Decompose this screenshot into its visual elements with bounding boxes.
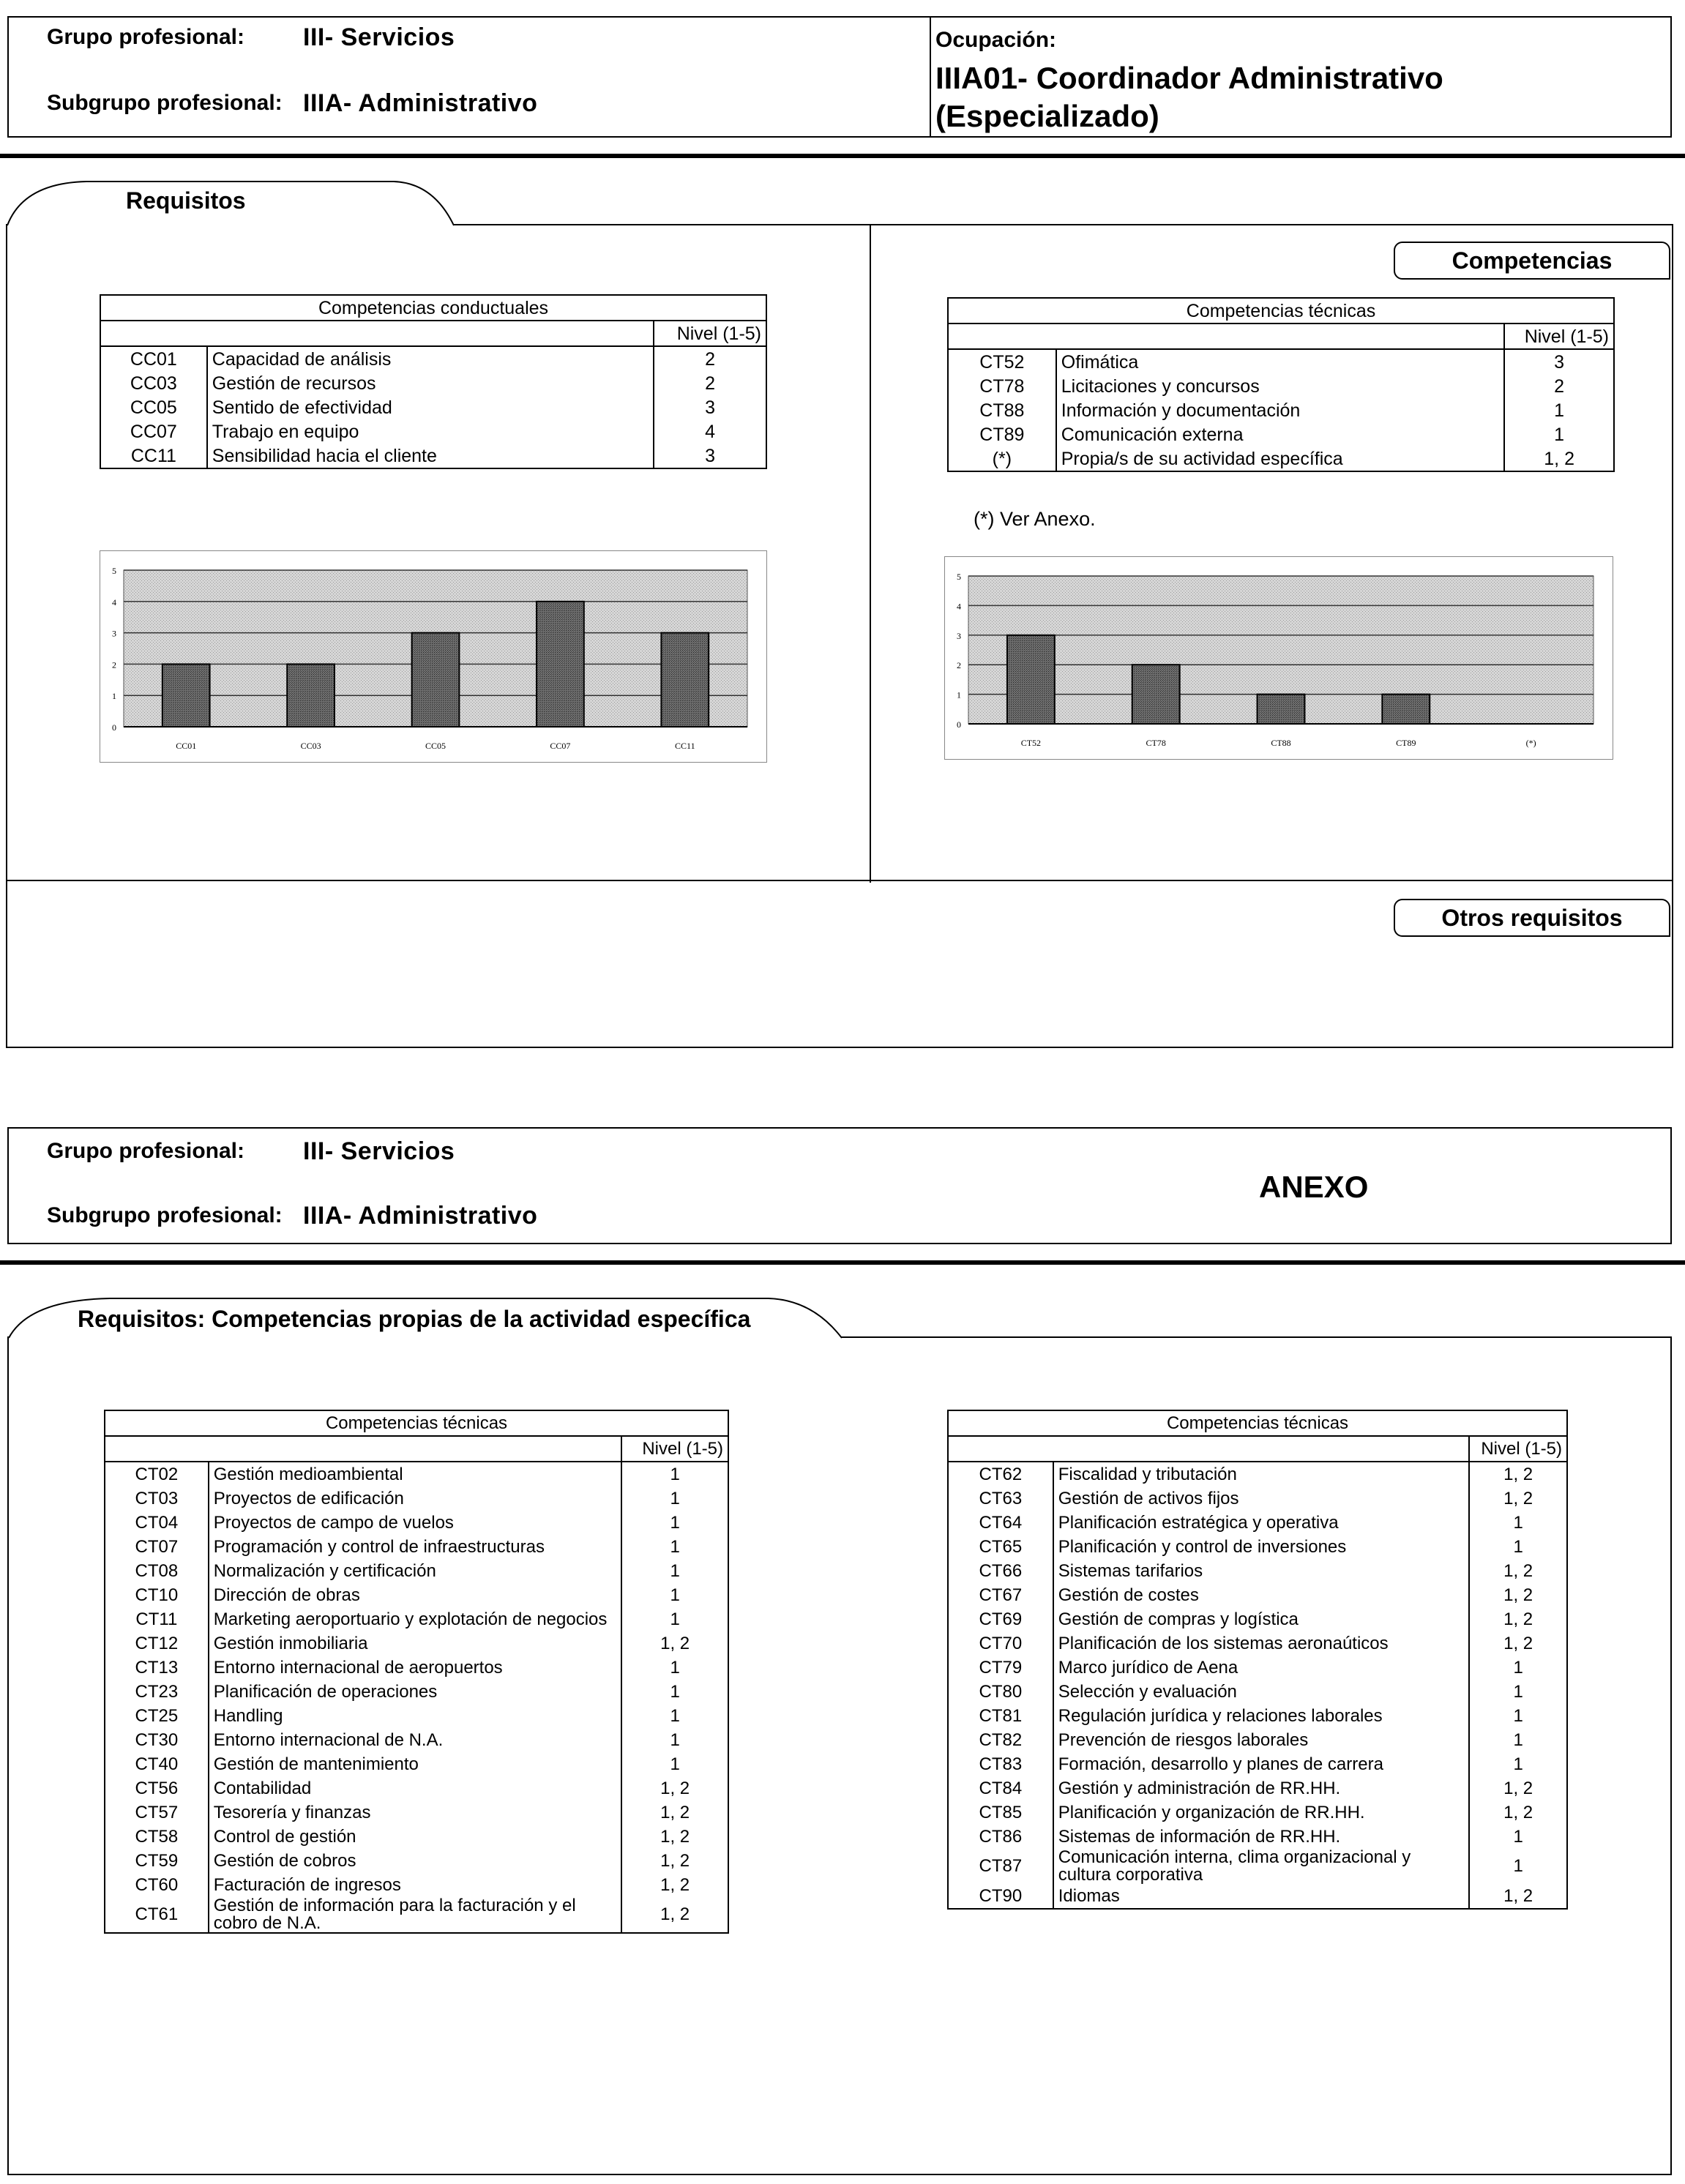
row-level: 1, 2 xyxy=(1503,1464,1533,1484)
chart-conductuales xyxy=(100,550,767,763)
row-level: 1, 2 xyxy=(1503,1885,1533,1906)
nivel-header: Nivel (1-5) xyxy=(621,1436,728,1462)
table-row xyxy=(105,1825,728,1849)
row-level: 1, 2 xyxy=(1503,1609,1533,1629)
bar-cc01 xyxy=(162,664,210,727)
bar-ct78 xyxy=(1132,665,1180,724)
table-row xyxy=(948,1462,1567,1486)
row-level: 1 xyxy=(1513,1681,1523,1702)
table-row xyxy=(105,1583,728,1607)
row-code: CC07 xyxy=(100,419,207,444)
y-tick-label: 4 xyxy=(957,601,961,612)
table-row xyxy=(105,1462,728,1486)
y-tick-label: 3 xyxy=(112,628,116,639)
row-code: CT12 xyxy=(105,1631,209,1656)
row-name: Handling xyxy=(209,1704,622,1728)
row-name: Planificación estratégica y operativa xyxy=(1053,1511,1470,1535)
row-level: 1 xyxy=(670,1657,680,1678)
table-row xyxy=(948,422,1614,446)
table-row xyxy=(948,1486,1567,1511)
row-level: 1 xyxy=(670,1754,680,1774)
table-row xyxy=(948,1607,1567,1631)
row-code: CT02 xyxy=(105,1462,209,1486)
x-tick-label: CT88 xyxy=(1271,738,1291,748)
row-name: Sensibilidad hacia el cliente xyxy=(207,444,654,468)
row-level: 1 xyxy=(670,1609,680,1629)
table-row xyxy=(105,1535,728,1559)
row-name: Entorno internacional de N.A. xyxy=(209,1728,622,1752)
row-name: Facturación de ingresos xyxy=(209,1873,622,1897)
row-name: Planificación de operaciones xyxy=(209,1680,622,1704)
chart-tecnicas-svg xyxy=(945,557,1613,759)
row-code: CT61 xyxy=(105,1897,209,1933)
row-level: 1, 2 xyxy=(660,1826,690,1847)
table-row xyxy=(948,1535,1567,1559)
x-tick-label: CC03 xyxy=(300,741,321,751)
row-level: 1 xyxy=(1513,1856,1523,1876)
table-row xyxy=(100,444,766,468)
table-caption: Competencias técnicas xyxy=(948,1410,1567,1436)
table-row xyxy=(948,1752,1567,1776)
row-level: 1, 2 xyxy=(660,1802,690,1822)
row-level: 1, 2 xyxy=(1503,1488,1533,1508)
row-level: 1 xyxy=(1554,424,1565,445)
table-row xyxy=(948,1704,1567,1728)
row-level: 1 xyxy=(670,1560,680,1581)
row-level: 3 xyxy=(1554,351,1565,373)
x-tick-label: CC07 xyxy=(550,741,571,751)
grupo-value-2: III- Servicios xyxy=(303,1137,455,1165)
ver-anexo-note: (*) Ver Anexo. xyxy=(974,508,1096,530)
row-code: CT90 xyxy=(948,1884,1053,1909)
table-caption: Competencias técnicas xyxy=(105,1410,728,1436)
table-row xyxy=(948,1656,1567,1680)
row-name: Gestión de recursos xyxy=(207,371,654,395)
row-code: CT84 xyxy=(948,1776,1053,1800)
row-level: 1 xyxy=(1554,400,1565,421)
row-name: Licitaciones y concursos xyxy=(1056,374,1505,398)
row-code: CT78 xyxy=(948,374,1056,398)
row-level: 1 xyxy=(670,1681,680,1702)
table-row xyxy=(948,1884,1567,1909)
row-code: CT40 xyxy=(105,1752,209,1776)
row-level: 1 xyxy=(670,1512,680,1533)
row-name: Idiomas xyxy=(1053,1884,1470,1909)
row-name: Marketing aeroportuario y explotación de negocios xyxy=(209,1607,622,1631)
nivel-header: Nivel (1-5) xyxy=(1504,324,1614,349)
row-name: Entorno internacional de aeropuertos xyxy=(209,1656,622,1680)
grupo-value: III- Servicios xyxy=(303,23,455,51)
table-row xyxy=(948,446,1614,471)
table-caption: Competencias conductuales xyxy=(100,295,766,321)
table-row xyxy=(105,1511,728,1535)
row-code: CT58 xyxy=(105,1825,209,1849)
row-level: 1 xyxy=(670,1536,680,1557)
x-tick-label: CC11 xyxy=(675,741,695,751)
row-name: Prevención de riesgos laborales xyxy=(1053,1728,1470,1752)
otros-requisitos-pill: Otros requisitos xyxy=(1394,899,1670,937)
row-name: Planificación y control de inversiones xyxy=(1053,1535,1470,1559)
y-tick-label: 5 xyxy=(112,566,116,576)
row-name: Sentido de efectividad xyxy=(207,395,654,419)
row-code: CT13 xyxy=(105,1656,209,1680)
row-code: CT62 xyxy=(948,1462,1053,1486)
ocupacion-title-line2: (Especializado) xyxy=(935,99,1159,133)
row-level: 1 xyxy=(1513,1536,1523,1557)
row-name: Marco jurídico de Aena xyxy=(1053,1656,1470,1680)
table-row xyxy=(105,1486,728,1511)
row-level: 1 xyxy=(670,1488,680,1508)
y-tick-label: 5 xyxy=(957,572,961,582)
table-row xyxy=(100,395,766,419)
row-code: CT30 xyxy=(105,1728,209,1752)
chart-conductuales-svg xyxy=(100,551,766,762)
row-level: 1, 2 xyxy=(660,1778,690,1798)
x-tick-label: (*) xyxy=(1525,738,1536,748)
row-code: CT89 xyxy=(948,422,1056,446)
row-code: CT64 xyxy=(948,1511,1053,1535)
table-row xyxy=(948,1825,1567,1849)
row-name: Gestión medioambiental xyxy=(209,1462,622,1486)
row-name: Comunicación externa xyxy=(1056,422,1505,446)
row-code: CC11 xyxy=(100,444,207,468)
table-row xyxy=(948,1511,1567,1535)
row-code: CT70 xyxy=(948,1631,1053,1656)
conductuales-table xyxy=(100,294,767,469)
row-code: CT79 xyxy=(948,1656,1053,1680)
row-name: Sistemas de información de RR.HH. xyxy=(1053,1825,1470,1849)
row-code: CT25 xyxy=(105,1704,209,1728)
row-level: 1 xyxy=(670,1729,680,1750)
row-name: Gestión de mantenimiento xyxy=(209,1752,622,1776)
grupo-label: Grupo profesional: xyxy=(47,25,244,49)
table-row xyxy=(105,1728,728,1752)
row-level: 1, 2 xyxy=(660,1633,690,1653)
table-row xyxy=(948,1849,1567,1884)
row-code: CT69 xyxy=(948,1607,1053,1631)
row-level: 1, 2 xyxy=(1503,1802,1533,1822)
table-row xyxy=(948,374,1614,398)
row-code: CC05 xyxy=(100,395,207,419)
row-name: Programación y control de infraestructuras xyxy=(209,1535,622,1559)
row-level: 2 xyxy=(1554,375,1565,397)
nivel-header: Nivel (1-5) xyxy=(654,321,766,346)
row-level: 1, 2 xyxy=(660,1904,690,1924)
requisitos-horizontal-divider xyxy=(6,880,1673,881)
nivel-header: Nivel (1-5) xyxy=(1469,1436,1567,1462)
anexo-tab-label: Requisitos: Competencias propias de la actividad específica xyxy=(78,1306,751,1332)
table-row xyxy=(100,346,766,371)
row-level: 1 xyxy=(670,1705,680,1726)
row-level: 1 xyxy=(1513,1512,1523,1533)
y-tick-label: 3 xyxy=(957,630,961,641)
table-row xyxy=(105,1680,728,1704)
bar-ct88 xyxy=(1258,695,1305,724)
row-name: Proyectos de edificación xyxy=(209,1486,622,1511)
row-code: CT57 xyxy=(105,1800,209,1825)
bar-cc07 xyxy=(537,602,584,727)
y-tick-label: 4 xyxy=(112,597,116,607)
y-tick-label: 0 xyxy=(957,719,961,730)
row-code: CT10 xyxy=(105,1583,209,1607)
row-name: Gestión y administración de RR.HH. xyxy=(1053,1776,1470,1800)
row-code: (*) xyxy=(948,446,1056,471)
y-tick-label: 0 xyxy=(112,722,116,733)
row-name: Fiscalidad y tributación xyxy=(1053,1462,1470,1486)
chart-tecnicas xyxy=(944,556,1613,760)
bar-cc03 xyxy=(287,664,335,727)
table-row xyxy=(105,1559,728,1583)
row-code: CT08 xyxy=(105,1559,209,1583)
anexo-right-table xyxy=(947,1410,1568,1910)
row-name: Información y documentación xyxy=(1056,398,1505,422)
row-code: CT56 xyxy=(105,1776,209,1800)
x-tick-label: CT52 xyxy=(1020,738,1042,748)
table-row xyxy=(100,419,766,444)
x-tick-label: CC01 xyxy=(176,741,197,751)
row-code: CT07 xyxy=(105,1535,209,1559)
competencias-pill: Competencias xyxy=(1394,242,1670,280)
row-level: 2 xyxy=(705,373,716,394)
row-code: CT81 xyxy=(948,1704,1053,1728)
row-name: Regulación jurídica y relaciones laborales xyxy=(1053,1704,1470,1728)
anexo-left-table xyxy=(104,1410,729,1934)
row-name: Trabajo en equipo xyxy=(207,419,654,444)
row-code: CT66 xyxy=(948,1559,1053,1583)
header-rule xyxy=(0,154,1685,158)
row-level: 1, 2 xyxy=(660,1850,690,1871)
row-level: 3 xyxy=(705,445,716,466)
table-row xyxy=(948,1728,1567,1752)
row-code: CT83 xyxy=(948,1752,1053,1776)
row-name: Contabilidad xyxy=(209,1776,622,1800)
row-level: 1 xyxy=(1513,1729,1523,1750)
row-level: 3 xyxy=(705,397,716,418)
row-code: CT88 xyxy=(948,398,1056,422)
row-code: CC01 xyxy=(100,346,207,371)
requisitos-tab-label: Requisitos xyxy=(126,187,246,214)
table-row xyxy=(948,1631,1567,1656)
row-code: CT60 xyxy=(105,1873,209,1897)
table-row xyxy=(105,1849,728,1873)
row-level: 1 xyxy=(1513,1657,1523,1678)
subgrupo-value-2: IIIA- Administrativo xyxy=(303,1202,538,1230)
row-name: Control de gestión xyxy=(209,1825,622,1849)
table-row xyxy=(948,1559,1567,1583)
table-row xyxy=(105,1704,728,1728)
row-name: Proyectos de campo de vuelos xyxy=(209,1511,622,1535)
row-name: Gestión de costes xyxy=(1053,1583,1470,1607)
table-row xyxy=(948,1776,1567,1800)
row-name: Gestión de cobros xyxy=(209,1849,622,1873)
row-name: Ofimática xyxy=(1056,349,1505,374)
row-name: Gestión de información para la facturación y el cobro de N.A. xyxy=(209,1897,622,1933)
table-row xyxy=(105,1752,728,1776)
tecnicas-table xyxy=(947,297,1615,472)
table-row xyxy=(105,1897,728,1933)
x-tick-label: CC05 xyxy=(425,741,447,751)
row-name: Comunicación interna, clima organizacional y cultura corporativa xyxy=(1053,1849,1470,1884)
requisitos-vertical-divider xyxy=(870,224,871,883)
y-tick-label: 1 xyxy=(957,689,961,700)
row-level: 1, 2 xyxy=(1544,448,1574,469)
row-name: Propia/s de su actividad específica xyxy=(1056,446,1505,471)
table-row xyxy=(948,1800,1567,1825)
subgrupo-label: Subgrupo profesional: xyxy=(47,91,283,115)
x-tick-label: CT89 xyxy=(1396,738,1416,748)
anexo-title: ANEXO xyxy=(1259,1170,1369,1204)
table-row xyxy=(948,349,1614,374)
row-level: 1, 2 xyxy=(1503,1778,1533,1798)
bar-ct52 xyxy=(1007,635,1055,724)
anexo-header-rule xyxy=(0,1260,1685,1265)
ocupacion-label: Ocupación: xyxy=(935,28,1057,52)
grupo-label-2: Grupo profesional: xyxy=(47,1139,244,1163)
row-code: CT86 xyxy=(948,1825,1053,1849)
row-name: Sistemas tarifarios xyxy=(1053,1559,1470,1583)
row-code: CT63 xyxy=(948,1486,1053,1511)
row-level: 1 xyxy=(1513,1705,1523,1726)
row-level: 1 xyxy=(1513,1754,1523,1774)
row-code: CT85 xyxy=(948,1800,1053,1825)
row-level: 1, 2 xyxy=(1503,1585,1533,1605)
x-tick-label: CT78 xyxy=(1146,738,1166,748)
row-level: 4 xyxy=(705,421,716,442)
row-level: 2 xyxy=(705,348,716,370)
table-row xyxy=(100,371,766,395)
row-name: Planificación de los sistemas aeronaúticos xyxy=(1053,1631,1470,1656)
bar-cc05 xyxy=(412,633,460,727)
table-row xyxy=(105,1607,728,1631)
row-name: Normalización y certificación xyxy=(209,1559,622,1583)
bar-ct89 xyxy=(1382,695,1430,724)
row-name: Formación, desarrollo y planes de carrera xyxy=(1053,1752,1470,1776)
row-code: CT87 xyxy=(948,1849,1053,1884)
row-level: 1 xyxy=(670,1585,680,1605)
row-name: Gestión de activos fijos xyxy=(1053,1486,1470,1511)
row-code: CT23 xyxy=(105,1680,209,1704)
table-row xyxy=(105,1776,728,1800)
table-row xyxy=(105,1800,728,1825)
row-code: CT59 xyxy=(105,1849,209,1873)
row-code: CT03 xyxy=(105,1486,209,1511)
header-divider xyxy=(930,16,931,138)
row-level: 1, 2 xyxy=(1503,1633,1533,1653)
row-code: CT65 xyxy=(948,1535,1053,1559)
row-code: CT11 xyxy=(105,1607,209,1631)
row-level: 1, 2 xyxy=(1503,1560,1533,1581)
table-row xyxy=(105,1656,728,1680)
ocupacion-title-line1: IIIA01- Coordinador Administrativo xyxy=(935,61,1443,95)
table-row xyxy=(105,1873,728,1897)
subgrupo-label-2: Subgrupo profesional: xyxy=(47,1203,283,1227)
row-code: CT52 xyxy=(948,349,1056,374)
row-name: Gestión de compras y logística xyxy=(1053,1607,1470,1631)
table-row xyxy=(105,1631,728,1656)
row-name: Dirección de obras xyxy=(209,1583,622,1607)
row-name: Gestión inmobiliaria xyxy=(209,1631,622,1656)
row-name: Planificación y organización de RR.HH. xyxy=(1053,1800,1470,1825)
bar-cc11 xyxy=(661,633,709,727)
row-level: 1 xyxy=(1513,1826,1523,1847)
table-row xyxy=(948,1583,1567,1607)
row-level: 1 xyxy=(670,1464,680,1484)
row-code: CT80 xyxy=(948,1680,1053,1704)
row-code: CT04 xyxy=(105,1511,209,1535)
y-tick-label: 2 xyxy=(112,659,116,670)
row-code: CC03 xyxy=(100,371,207,395)
row-name: Selección y evaluación xyxy=(1053,1680,1470,1704)
row-name: Capacidad de análisis xyxy=(207,346,654,371)
row-code: CT67 xyxy=(948,1583,1053,1607)
row-name: Tesorería y finanzas xyxy=(209,1800,622,1825)
subgrupo-value: IIIA- Administrativo xyxy=(303,89,538,117)
row-code: CT82 xyxy=(948,1728,1053,1752)
row-level: 1, 2 xyxy=(660,1874,690,1895)
y-tick-label: 2 xyxy=(957,660,961,671)
table-row xyxy=(948,398,1614,422)
table-caption: Competencias técnicas xyxy=(948,298,1614,324)
y-tick-label: 1 xyxy=(112,691,116,702)
table-row xyxy=(948,1680,1567,1704)
